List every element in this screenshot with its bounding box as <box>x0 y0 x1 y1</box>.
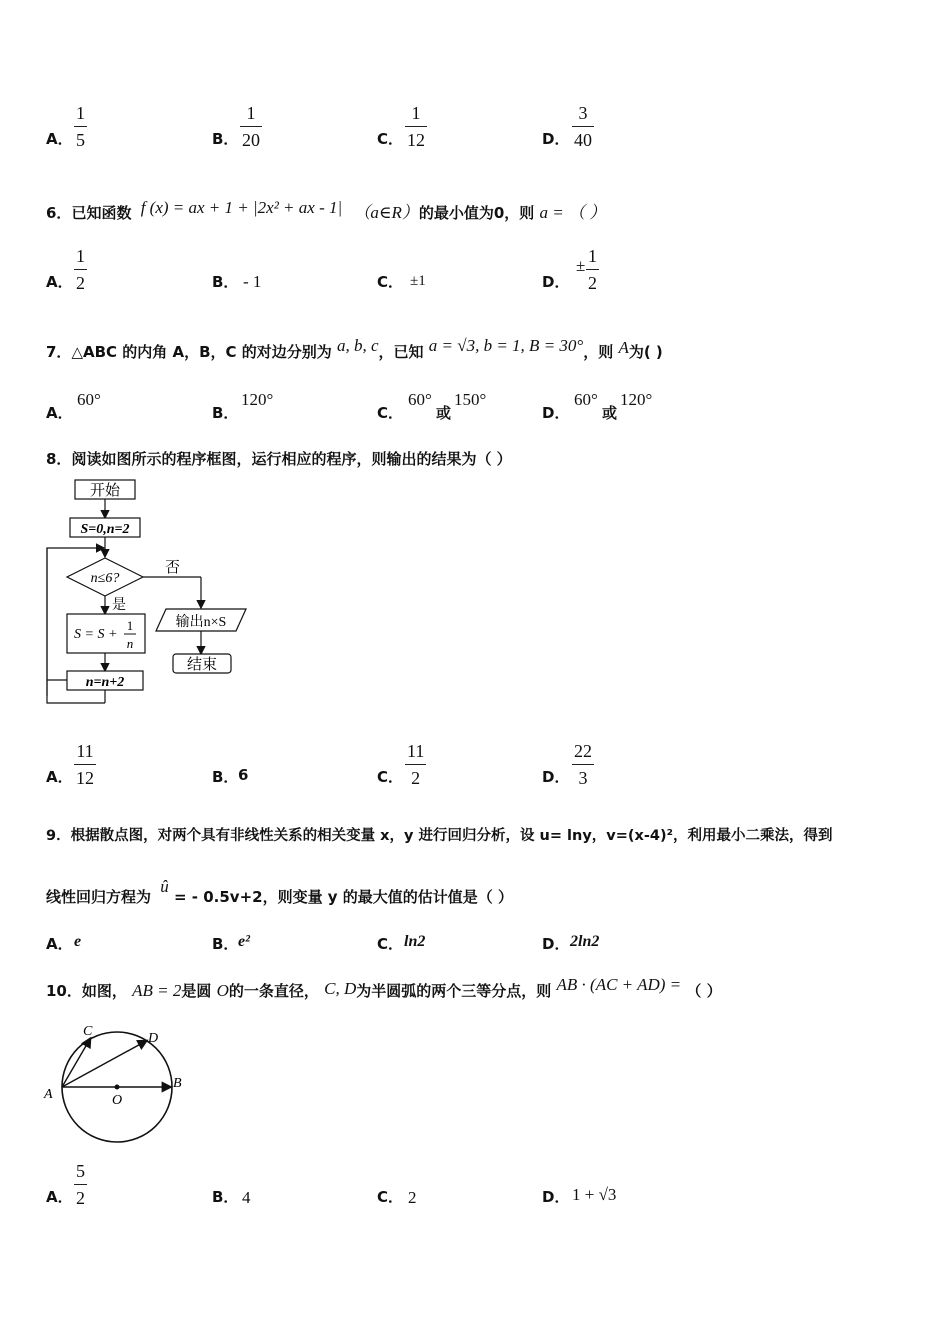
q7-stem <box>46 336 663 362</box>
q6-option-c-label: C． <box>377 273 404 291</box>
q10-circle-figure <box>40 1020 200 1150</box>
q8-number: 8． <box>46 450 72 468</box>
q8-option-b-value: 6 <box>238 766 249 784</box>
flow-condition-label: n≤6? <box>90 571 120 586</box>
q7-option-d-value1: 60° <box>574 390 598 409</box>
q7-number: 7． <box>46 343 72 361</box>
q5-option-c-fraction <box>405 102 427 151</box>
q7-option-a-value: 60° <box>77 390 101 409</box>
q5-option-b-den: 20 <box>242 130 260 150</box>
q10-text2: 是圆 <box>181 982 212 1000</box>
q6-function: f (x) = ax + 1 + |2x² + ax - 1| <box>140 198 343 217</box>
q6-condition: （a∈R） <box>353 203 419 222</box>
q7-option-b-label: B． <box>212 404 239 422</box>
q5-option-b-num: 1 <box>246 103 256 123</box>
q6-option-a-den: 2 <box>76 273 85 293</box>
q7-text4: 为( ) <box>628 343 663 361</box>
q10-text1: 如图， <box>81 982 127 1000</box>
q5-option-d-fraction <box>572 102 594 151</box>
q10-option-a-label: A． <box>46 1188 73 1206</box>
q9-option-a-value: e <box>74 933 82 950</box>
center-point <box>115 1085 120 1090</box>
q5-option-c-den: 12 <box>407 130 425 150</box>
flow-increment-label: n=n+2 <box>85 675 125 690</box>
q5-option-d-num: 3 <box>578 103 588 123</box>
q10-option-c-value: 2 <box>408 1188 417 1207</box>
q10-expr: AB · (AC + AD) = <box>556 975 682 994</box>
q7-var-a: A <box>618 338 629 357</box>
q10-text3: 的一条直径， <box>228 982 319 1000</box>
q5-option-b-label: B． <box>212 130 239 148</box>
q10-option-d-value: 1 + √3 <box>572 1185 617 1204</box>
q9-line1: 根据散点图，对两个具有非线性关系的相关变量 x，y 进行回归分析，设 u= lny，v=(x-4)²，利用最小二乘法，得到 <box>70 828 833 844</box>
q5-option-a-label: A． <box>46 130 73 148</box>
q7-text2: ，已知 <box>378 343 424 361</box>
q10-option-a-num: 5 <box>76 1161 85 1181</box>
point-a-label: A <box>44 1087 53 1102</box>
flow-start-label: 开始 <box>89 483 121 499</box>
q8-option-c-num: 11 <box>407 741 425 761</box>
q8-stem <box>46 448 512 469</box>
q6-middle: 的最小值为0，则 <box>418 204 535 222</box>
q5-option-a-num: 1 <box>76 103 85 123</box>
q10-ab: AB = 2 <box>132 981 182 1000</box>
q10-text4: 为半圆弧的两个三等分点，则 <box>356 982 552 1000</box>
q9-line2-prefix: 线性回归方程为 <box>46 888 152 906</box>
q9-equation: = - 0.5v+2，则变量 y 的最大值的估计值是（ ） <box>173 888 514 906</box>
point-c-label: C <box>83 1024 93 1039</box>
q10-option-d-label: D． <box>542 1188 570 1206</box>
q10-option-c-label: C． <box>377 1188 404 1206</box>
q8-option-c-fraction <box>405 740 426 789</box>
q8-option-b-label: B． <box>212 768 239 786</box>
q9-option-c-value: ln2 <box>404 933 426 950</box>
q7-text3: ，则 <box>583 343 614 361</box>
q8-option-a-label: A． <box>46 768 73 786</box>
q8-option-c-label: C． <box>377 768 404 786</box>
q9-uhat: û <box>160 877 169 896</box>
q10-number: 10． <box>46 982 82 1000</box>
q6-option-d-fraction <box>586 245 599 294</box>
point-b-label: B <box>173 1076 182 1091</box>
q5-option-c-num: 1 <box>411 103 421 123</box>
flow-update-label: S = S + <box>74 627 118 642</box>
q10-option-a-den: 2 <box>76 1188 85 1208</box>
q7-option-b-value: 120° <box>241 390 274 409</box>
q6-option-b-value: - 1 <box>243 272 262 291</box>
q8-option-d-num: 22 <box>574 741 592 761</box>
q7-option-a-label: A． <box>46 404 73 422</box>
q6-stem <box>46 198 606 223</box>
flow-end-label: 结束 <box>186 657 218 673</box>
q9-option-c-label: C． <box>377 935 404 953</box>
q9-option-d-value: 2ln2 <box>570 933 600 950</box>
q8-option-d-fraction <box>572 740 594 789</box>
q9-number: 9． <box>46 828 71 844</box>
q10-stem <box>46 975 722 1001</box>
q7-text1: △ABC 的内角 A，B，C 的对边分别为 <box>71 343 332 361</box>
q7-option-d-label: D． <box>542 404 570 422</box>
flow-no-label: 否 <box>165 560 181 576</box>
q8-option-a-den: 12 <box>76 768 94 788</box>
q8-option-d-den: 3 <box>578 768 588 788</box>
point-o-label: O <box>112 1093 123 1108</box>
q6-option-c-value: ±1 <box>410 273 426 289</box>
q9-option-b-label: B． <box>212 935 239 953</box>
q6-option-d-num: 1 <box>588 246 597 266</box>
q7-option-c-or: 或 <box>436 404 452 422</box>
q8-option-a-num: 11 <box>76 741 94 761</box>
flow-yes-label: 是 <box>112 598 126 613</box>
q8-option-c-den: 2 <box>411 768 421 788</box>
q6-number: 6． <box>46 204 72 222</box>
q8-option-a-fraction <box>74 740 96 789</box>
q6-option-b-label: B． <box>212 273 239 291</box>
flow-update-num: 1 <box>126 618 134 633</box>
q7-condition: a = √3, b = 1, B = 30° <box>428 336 584 355</box>
vector-ad <box>62 1041 146 1087</box>
q5-option-d-den: 40 <box>574 130 592 150</box>
q6-option-d-label: D． <box>542 273 570 291</box>
q8-flowchart <box>40 476 255 708</box>
q9-option-a-label: A． <box>46 935 73 953</box>
flow-update-den: n <box>126 636 134 651</box>
q9-stem-line1 <box>46 824 832 845</box>
q7-vars: a, b, c <box>336 336 379 355</box>
q6-option-a-fraction <box>74 245 87 294</box>
q9-stem-line2 <box>46 877 514 907</box>
q6-prefix: 已知函数 <box>71 204 132 222</box>
q10-option-a-fraction <box>74 1160 87 1209</box>
q6-option-d-den: 2 <box>588 273 597 293</box>
q10-option-b-label: B． <box>212 1188 239 1206</box>
q5-option-a-fraction <box>74 102 87 151</box>
flow-init-label: S=0,n=2 <box>80 522 130 537</box>
q9-option-d-label: D． <box>542 935 570 953</box>
q10-cd: C, D <box>324 979 357 998</box>
q5-option-a-den: 5 <box>76 130 85 150</box>
q7-option-d-or: 或 <box>602 404 618 422</box>
q8-option-d-label: D． <box>542 768 570 786</box>
q7-option-d-value2: 120° <box>620 390 653 409</box>
q8-text: 阅读如图所示的程序框图，运行相应的程序，则输出的结果为（ ） <box>71 450 512 468</box>
q7-option-c-value1: 60° <box>408 390 432 409</box>
q7-option-c-label: C． <box>377 404 404 422</box>
flow-output-label: 输出n×S <box>175 615 227 630</box>
q6-option-a-label: A． <box>46 273 73 291</box>
q10-tail: （ ） <box>686 982 722 1000</box>
q10-option-b-value: 4 <box>242 1188 251 1207</box>
q6-option-d-pm: ± <box>576 256 586 275</box>
q10-o: O <box>216 981 229 1000</box>
q6-option-a-num: 1 <box>76 246 85 266</box>
q5-option-c-label: C． <box>377 130 404 148</box>
q5-option-d-label: D． <box>542 130 570 148</box>
point-d-label: D <box>148 1031 159 1046</box>
q6-tail: a = （ ） <box>539 203 607 222</box>
q9-option-b-value: e² <box>238 933 250 950</box>
q7-option-c-value2: 150° <box>454 390 487 409</box>
q5-option-b-fraction <box>240 102 262 151</box>
